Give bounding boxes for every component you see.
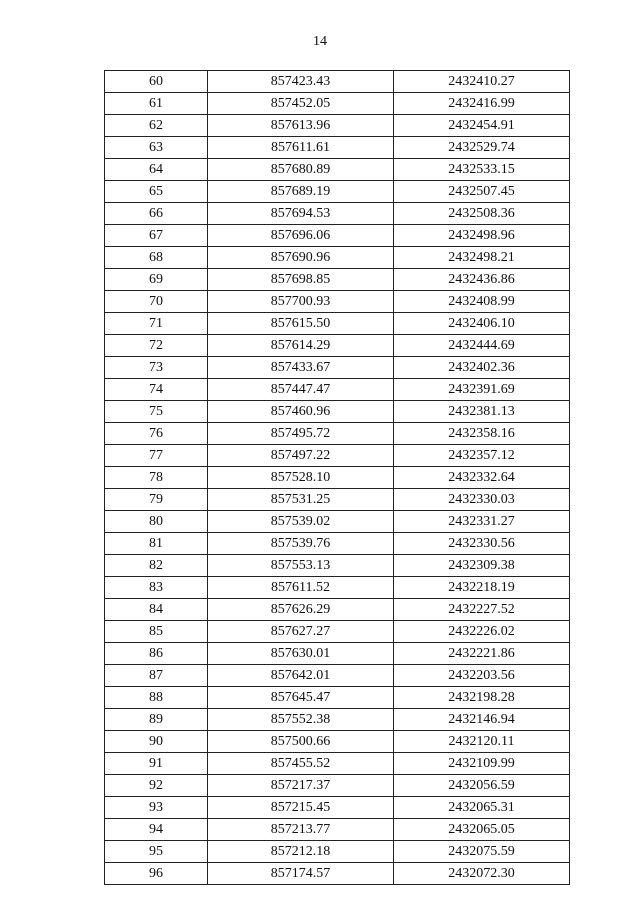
y-coordinate-cell: 2432065.31	[394, 797, 570, 819]
point-number-cell: 82	[105, 555, 208, 577]
table-row	[105, 621, 570, 643]
x-coordinate-cell: 857539.76	[208, 533, 394, 555]
point-number-cell: 90	[105, 731, 208, 753]
x-coordinate-cell: 857689.19	[208, 181, 394, 203]
point-number-cell: 63	[105, 137, 208, 159]
x-coordinate-cell: 857497.22	[208, 445, 394, 467]
table-row	[105, 269, 570, 291]
y-coordinate-cell: 2432203.56	[394, 665, 570, 687]
x-coordinate-cell: 857615.50	[208, 313, 394, 335]
y-coordinate-cell: 2432498.21	[394, 247, 570, 269]
x-coordinate-cell: 857531.25	[208, 489, 394, 511]
table-row	[105, 401, 570, 423]
point-number-cell: 95	[105, 841, 208, 863]
x-coordinate-cell: 857460.96	[208, 401, 394, 423]
x-coordinate-cell: 857528.10	[208, 467, 394, 489]
y-coordinate-cell: 2432109.99	[394, 753, 570, 775]
x-coordinate-cell: 857611.61	[208, 137, 394, 159]
x-coordinate-cell: 857552.38	[208, 709, 394, 731]
y-coordinate-cell: 2432072.30	[394, 863, 570, 885]
table-row	[105, 489, 570, 511]
table-row	[105, 511, 570, 533]
x-coordinate-cell: 857215.45	[208, 797, 394, 819]
y-coordinate-cell: 2432218.19	[394, 577, 570, 599]
table-row	[105, 291, 570, 313]
point-number-cell: 91	[105, 753, 208, 775]
y-coordinate-cell: 2432391.69	[394, 379, 570, 401]
point-number-cell: 60	[105, 71, 208, 93]
table-row	[105, 379, 570, 401]
x-coordinate-cell: 857212.18	[208, 841, 394, 863]
table-row	[105, 181, 570, 203]
point-number-cell: 68	[105, 247, 208, 269]
table-row	[105, 555, 570, 577]
x-coordinate-cell: 857690.96	[208, 247, 394, 269]
table-row	[105, 863, 570, 885]
point-number-cell: 85	[105, 621, 208, 643]
y-coordinate-cell: 2432357.12	[394, 445, 570, 467]
table-row	[105, 577, 570, 599]
y-coordinate-cell: 2432221.86	[394, 643, 570, 665]
y-coordinate-cell: 2432508.36	[394, 203, 570, 225]
y-coordinate-cell: 2432146.94	[394, 709, 570, 731]
x-coordinate-cell: 857455.52	[208, 753, 394, 775]
table-row	[105, 225, 570, 247]
table-row	[105, 731, 570, 753]
y-coordinate-cell: 2432436.86	[394, 269, 570, 291]
y-coordinate-cell: 2432226.02	[394, 621, 570, 643]
point-number-cell: 92	[105, 775, 208, 797]
point-number-cell: 78	[105, 467, 208, 489]
point-number-cell: 89	[105, 709, 208, 731]
table-row	[105, 159, 570, 181]
table-row	[105, 445, 570, 467]
table-row	[105, 819, 570, 841]
table-row	[105, 137, 570, 159]
table-row	[105, 313, 570, 335]
point-number-cell: 76	[105, 423, 208, 445]
x-coordinate-cell: 857698.85	[208, 269, 394, 291]
x-coordinate-cell: 857500.66	[208, 731, 394, 753]
x-coordinate-cell: 857696.06	[208, 225, 394, 247]
point-number-cell: 70	[105, 291, 208, 313]
table-row	[105, 643, 570, 665]
x-coordinate-cell: 857627.27	[208, 621, 394, 643]
point-number-cell: 73	[105, 357, 208, 379]
y-coordinate-cell: 2432056.59	[394, 775, 570, 797]
y-coordinate-cell: 2432332.64	[394, 467, 570, 489]
point-number-cell: 87	[105, 665, 208, 687]
y-coordinate-cell: 2432381.13	[394, 401, 570, 423]
y-coordinate-cell: 2432120.11	[394, 731, 570, 753]
page-number: 14	[313, 34, 327, 49]
point-number-cell: 64	[105, 159, 208, 181]
x-coordinate-cell: 857495.72	[208, 423, 394, 445]
y-coordinate-cell: 2432309.38	[394, 555, 570, 577]
x-coordinate-cell: 857423.43	[208, 71, 394, 93]
y-coordinate-cell: 2432075.59	[394, 841, 570, 863]
x-coordinate-cell: 857611.52	[208, 577, 394, 599]
x-coordinate-cell: 857700.93	[208, 291, 394, 313]
y-coordinate-cell: 2432406.10	[394, 313, 570, 335]
point-number-cell: 61	[105, 93, 208, 115]
point-number-cell: 86	[105, 643, 208, 665]
table-row	[105, 665, 570, 687]
x-coordinate-cell: 857630.01	[208, 643, 394, 665]
x-coordinate-cell: 857174.57	[208, 863, 394, 885]
point-number-cell: 67	[105, 225, 208, 247]
y-coordinate-cell: 2432529.74	[394, 137, 570, 159]
table-row	[105, 687, 570, 709]
table-row	[105, 709, 570, 731]
point-number-cell: 88	[105, 687, 208, 709]
y-coordinate-cell: 2432498.96	[394, 225, 570, 247]
x-coordinate-cell: 857680.89	[208, 159, 394, 181]
point-number-cell: 80	[105, 511, 208, 533]
y-coordinate-cell: 2432410.27	[394, 71, 570, 93]
y-coordinate-cell: 2432198.28	[394, 687, 570, 709]
point-number-cell: 65	[105, 181, 208, 203]
table-row	[105, 115, 570, 137]
table-row	[105, 841, 570, 863]
x-coordinate-cell: 857539.02	[208, 511, 394, 533]
y-coordinate-cell: 2432408.99	[394, 291, 570, 313]
table-row	[105, 203, 570, 225]
coordinates-table	[104, 70, 570, 885]
x-coordinate-cell: 857447.47	[208, 379, 394, 401]
table-row	[105, 93, 570, 115]
y-coordinate-cell: 2432533.15	[394, 159, 570, 181]
point-number-cell: 96	[105, 863, 208, 885]
table-row	[105, 357, 570, 379]
table-row	[105, 599, 570, 621]
x-coordinate-cell: 857433.67	[208, 357, 394, 379]
y-coordinate-cell: 2432454.91	[394, 115, 570, 137]
x-coordinate-cell: 857452.05	[208, 93, 394, 115]
x-coordinate-cell: 857645.47	[208, 687, 394, 709]
table-row	[105, 775, 570, 797]
table-row	[105, 335, 570, 357]
x-coordinate-cell: 857553.13	[208, 555, 394, 577]
table-row	[105, 753, 570, 775]
y-coordinate-cell: 2432444.69	[394, 335, 570, 357]
x-coordinate-cell: 857213.77	[208, 819, 394, 841]
table-row	[105, 247, 570, 269]
point-number-cell: 75	[105, 401, 208, 423]
point-number-cell: 94	[105, 819, 208, 841]
y-coordinate-cell: 2432402.36	[394, 357, 570, 379]
x-coordinate-cell: 857642.01	[208, 665, 394, 687]
y-coordinate-cell: 2432330.03	[394, 489, 570, 511]
y-coordinate-cell: 2432065.05	[394, 819, 570, 841]
point-number-cell: 71	[105, 313, 208, 335]
point-number-cell: 74	[105, 379, 208, 401]
table-row	[105, 467, 570, 489]
y-coordinate-cell: 2432331.27	[394, 511, 570, 533]
table-row	[105, 533, 570, 555]
y-coordinate-cell: 2432227.52	[394, 599, 570, 621]
point-number-cell: 93	[105, 797, 208, 819]
y-coordinate-cell: 2432358.16	[394, 423, 570, 445]
point-number-cell: 81	[105, 533, 208, 555]
point-number-cell: 69	[105, 269, 208, 291]
y-coordinate-cell: 2432330.56	[394, 533, 570, 555]
point-number-cell: 62	[105, 115, 208, 137]
table-row	[105, 797, 570, 819]
table-row	[105, 71, 570, 93]
coordinates-table-body	[105, 71, 570, 885]
point-number-cell: 79	[105, 489, 208, 511]
y-coordinate-cell: 2432416.99	[394, 93, 570, 115]
table-row	[105, 423, 570, 445]
point-number-cell: 66	[105, 203, 208, 225]
x-coordinate-cell: 857613.96	[208, 115, 394, 137]
x-coordinate-cell: 857694.53	[208, 203, 394, 225]
x-coordinate-cell: 857626.29	[208, 599, 394, 621]
point-number-cell: 84	[105, 599, 208, 621]
y-coordinate-cell: 2432507.45	[394, 181, 570, 203]
point-number-cell: 72	[105, 335, 208, 357]
point-number-cell: 83	[105, 577, 208, 599]
x-coordinate-cell: 857217.37	[208, 775, 394, 797]
x-coordinate-cell: 857614.29	[208, 335, 394, 357]
point-number-cell: 77	[105, 445, 208, 467]
